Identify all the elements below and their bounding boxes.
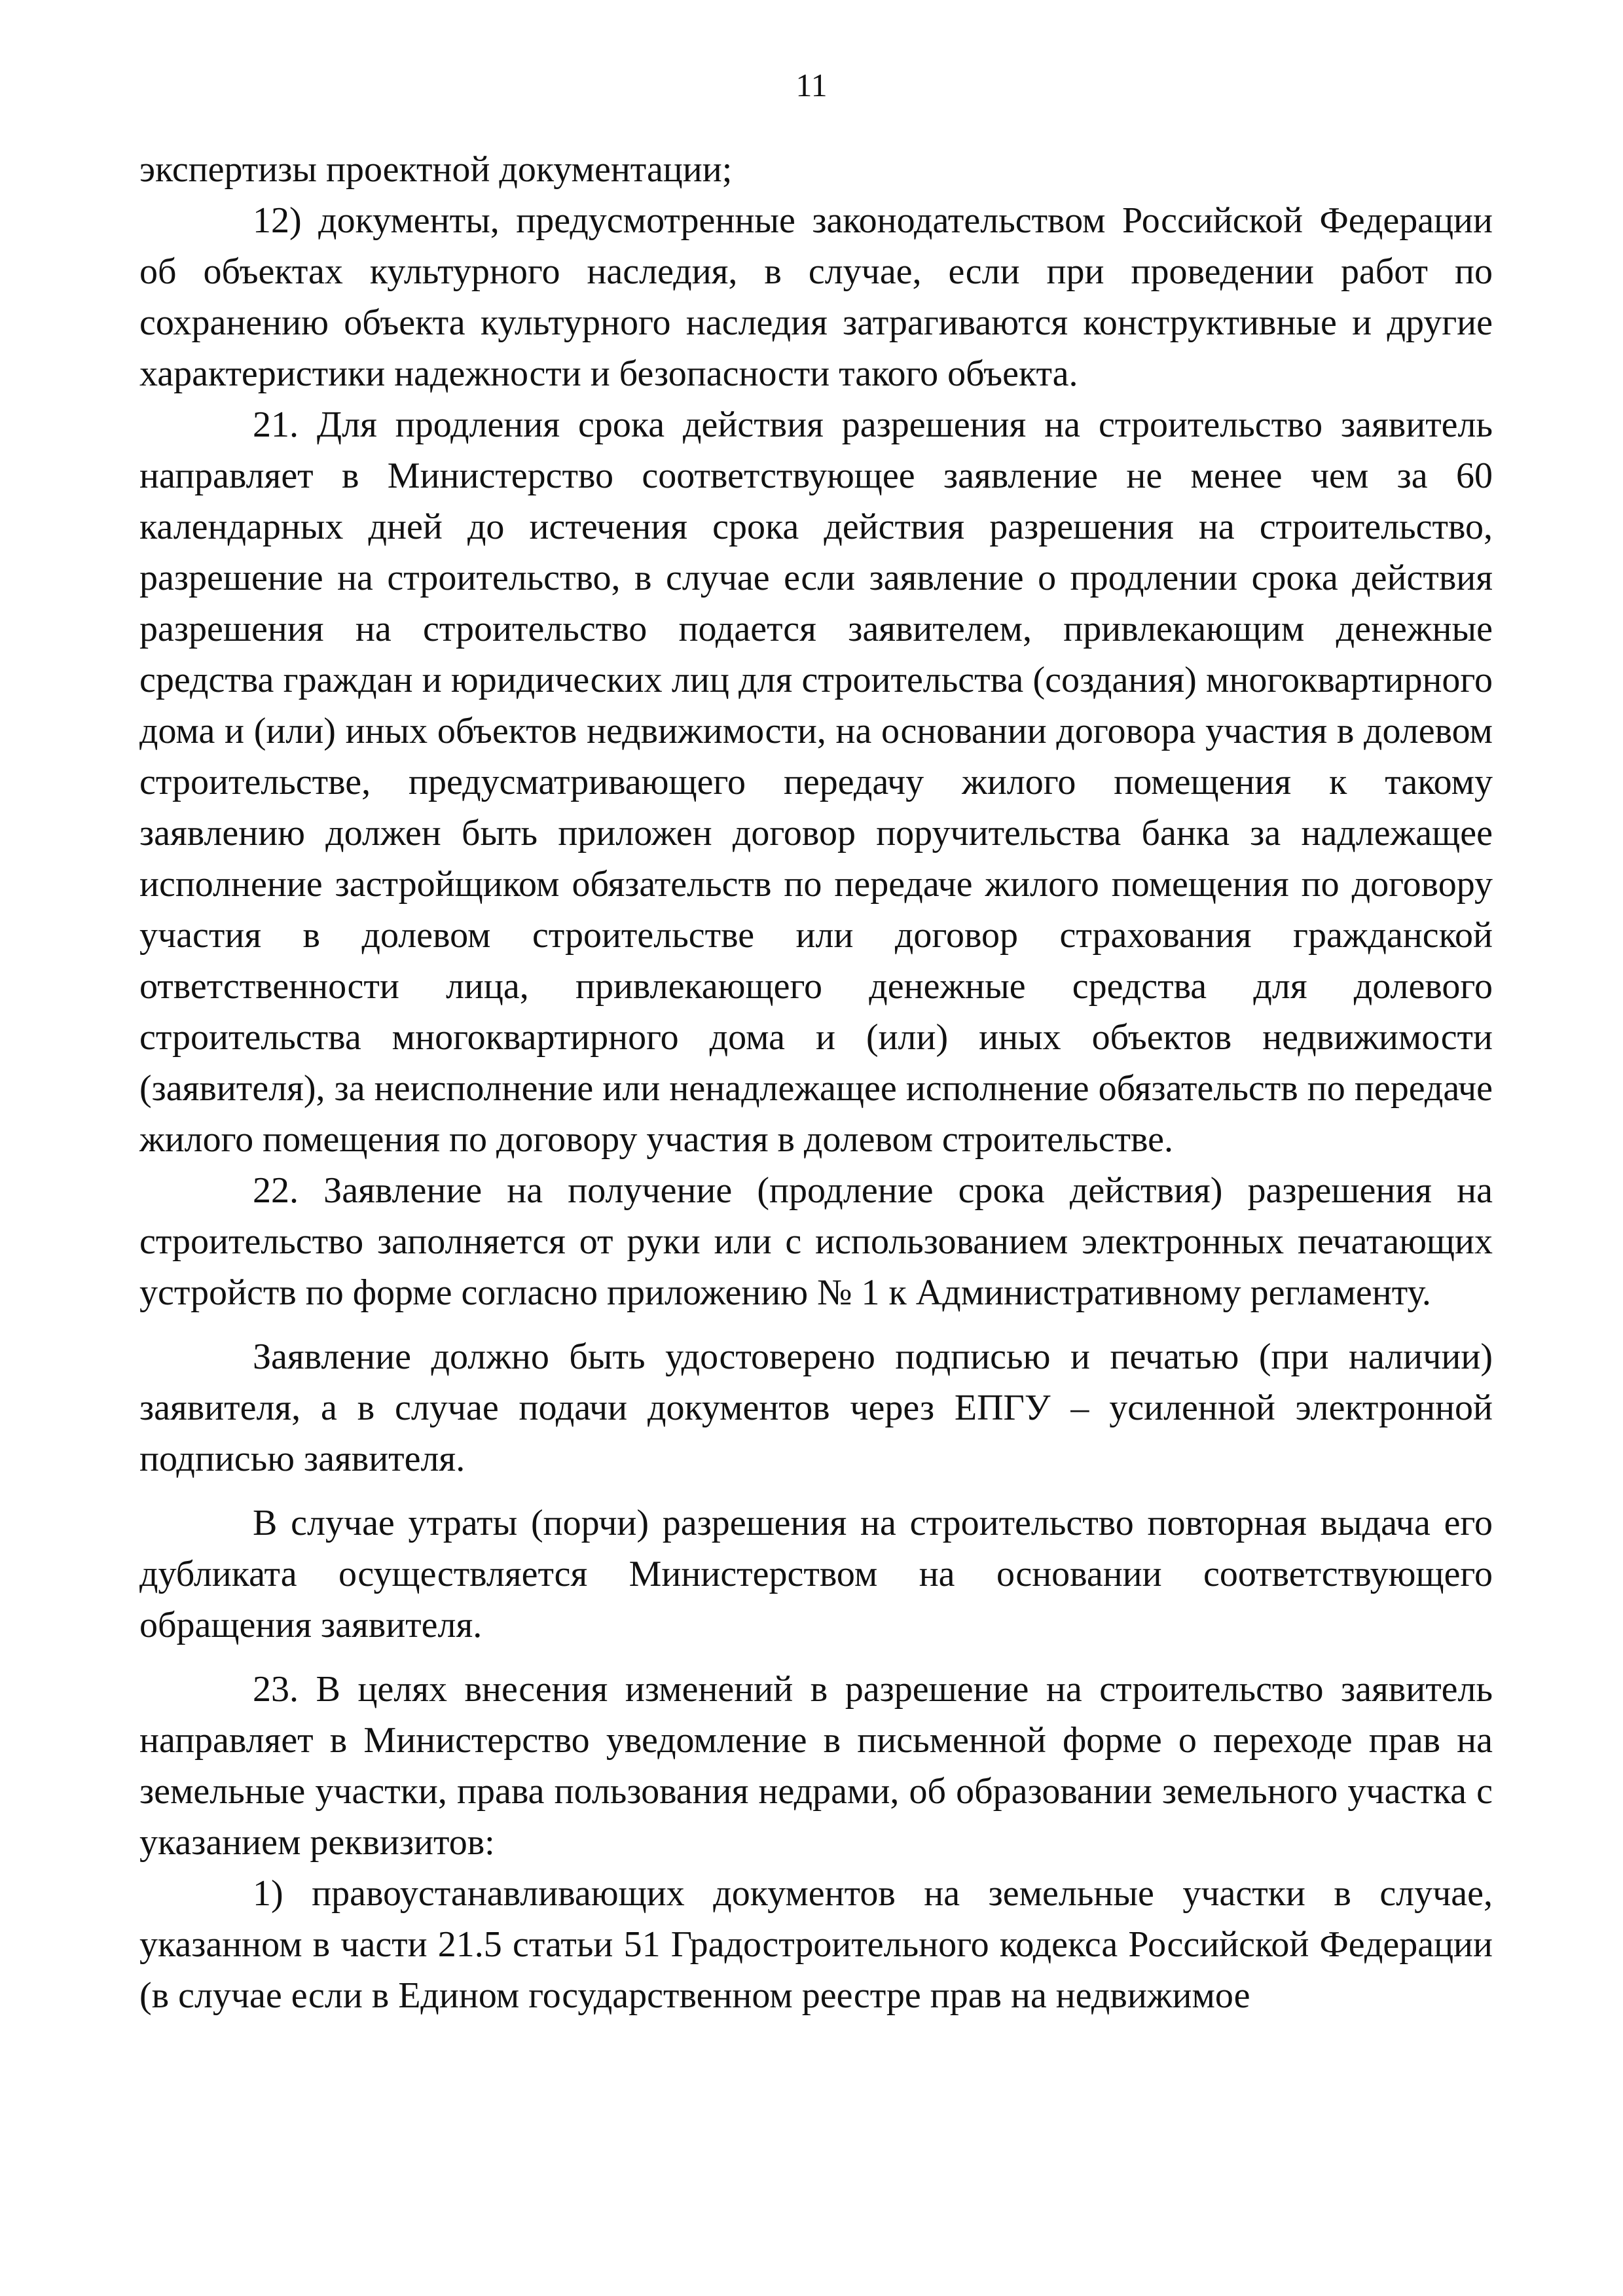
paragraph-duplicate: В случае утраты (порчи) разрешения на строительство повторная выдача его дубликата осуществляется Министерством на основании соответствующего обращения заявителя. <box>139 1503 1493 1645</box>
page-number: 11 <box>795 67 828 103</box>
paragraph-signature-requirement: Заявление должно быть удостоверено подписью и печатью (при наличии) заявителя, а в случае подачи документов через ЕПГУ – усиленной электронной подписью заявителя. <box>139 1336 1493 1479</box>
paragraph-23: 23. В целях внесения изменений в разрешение на строительство заявитель направляет в Министерство уведомление в письменной форме о переходе прав на земельные участки, права пользования недрами, об образовании земельного участка с указанием реквизитов: <box>139 1669 1493 1863</box>
paragraph-continuation: экспертизы проектной документации; <box>139 149 733 190</box>
paragraph-22: 22. Заявление на получение (продление срока действия) разрешения на строительство заполняется от руки или с использованием электронных печатающих устройств по форме согласно приложению № 1 к Административному регламенту. <box>139 1170 1493 1313</box>
document-body <box>139 144 1493 2021</box>
paragraph-item-1: 1) правоустанавливающих документов на земельные участки в случае, указанном в части 21.5 статьи 51 Градостроительного кодекса Российской Федерации (в случае если в Едином государственном реестре прав на недвижимое <box>139 1873 1493 2016</box>
paragraph-21: 21. Для продления срока действия разрешения на строительство заявитель направляет в Министерство соответствующее заявление не менее чем за 60 календарных дней до истечения срока действия разрешения на строительство, разрешение на строительство, в случае если заявление о продлении срока действия разрешения на строительство подается заявителем, привлекающим денежные средства граждан и юридических лиц для строительства (создания) многоквартирного дома и (или) иных объектов недвижимости, на основании договора участия в долевом строительстве, предусматривающего передачу жилого помещения к такому заявлению должен быть приложен договор поручительства банка за надлежащее исполнение застройщиком обязательств по передаче жилого помещения по договору участия в долевом строительстве или договор страхования гражданской ответственности лица, привлекающего денежные средства для долевого строительства многоквартирного дома и (или) иных объектов недвижимости (заявителя), за неисполнение или ненадлежащее исполнение обязательств по передаче жилого помещения по договору участия в долевом строительстве. <box>139 404 1493 1160</box>
paragraph-item-12: 12) документы, предусмотренные законодательством Российской Федерации об объектах культурного наследия, в случае, если при проведении работ по сохранению объекта культурного наследия затрагиваются конструктивные и другие характеристики надежности и безопасности такого объекта. <box>139 200 1493 394</box>
